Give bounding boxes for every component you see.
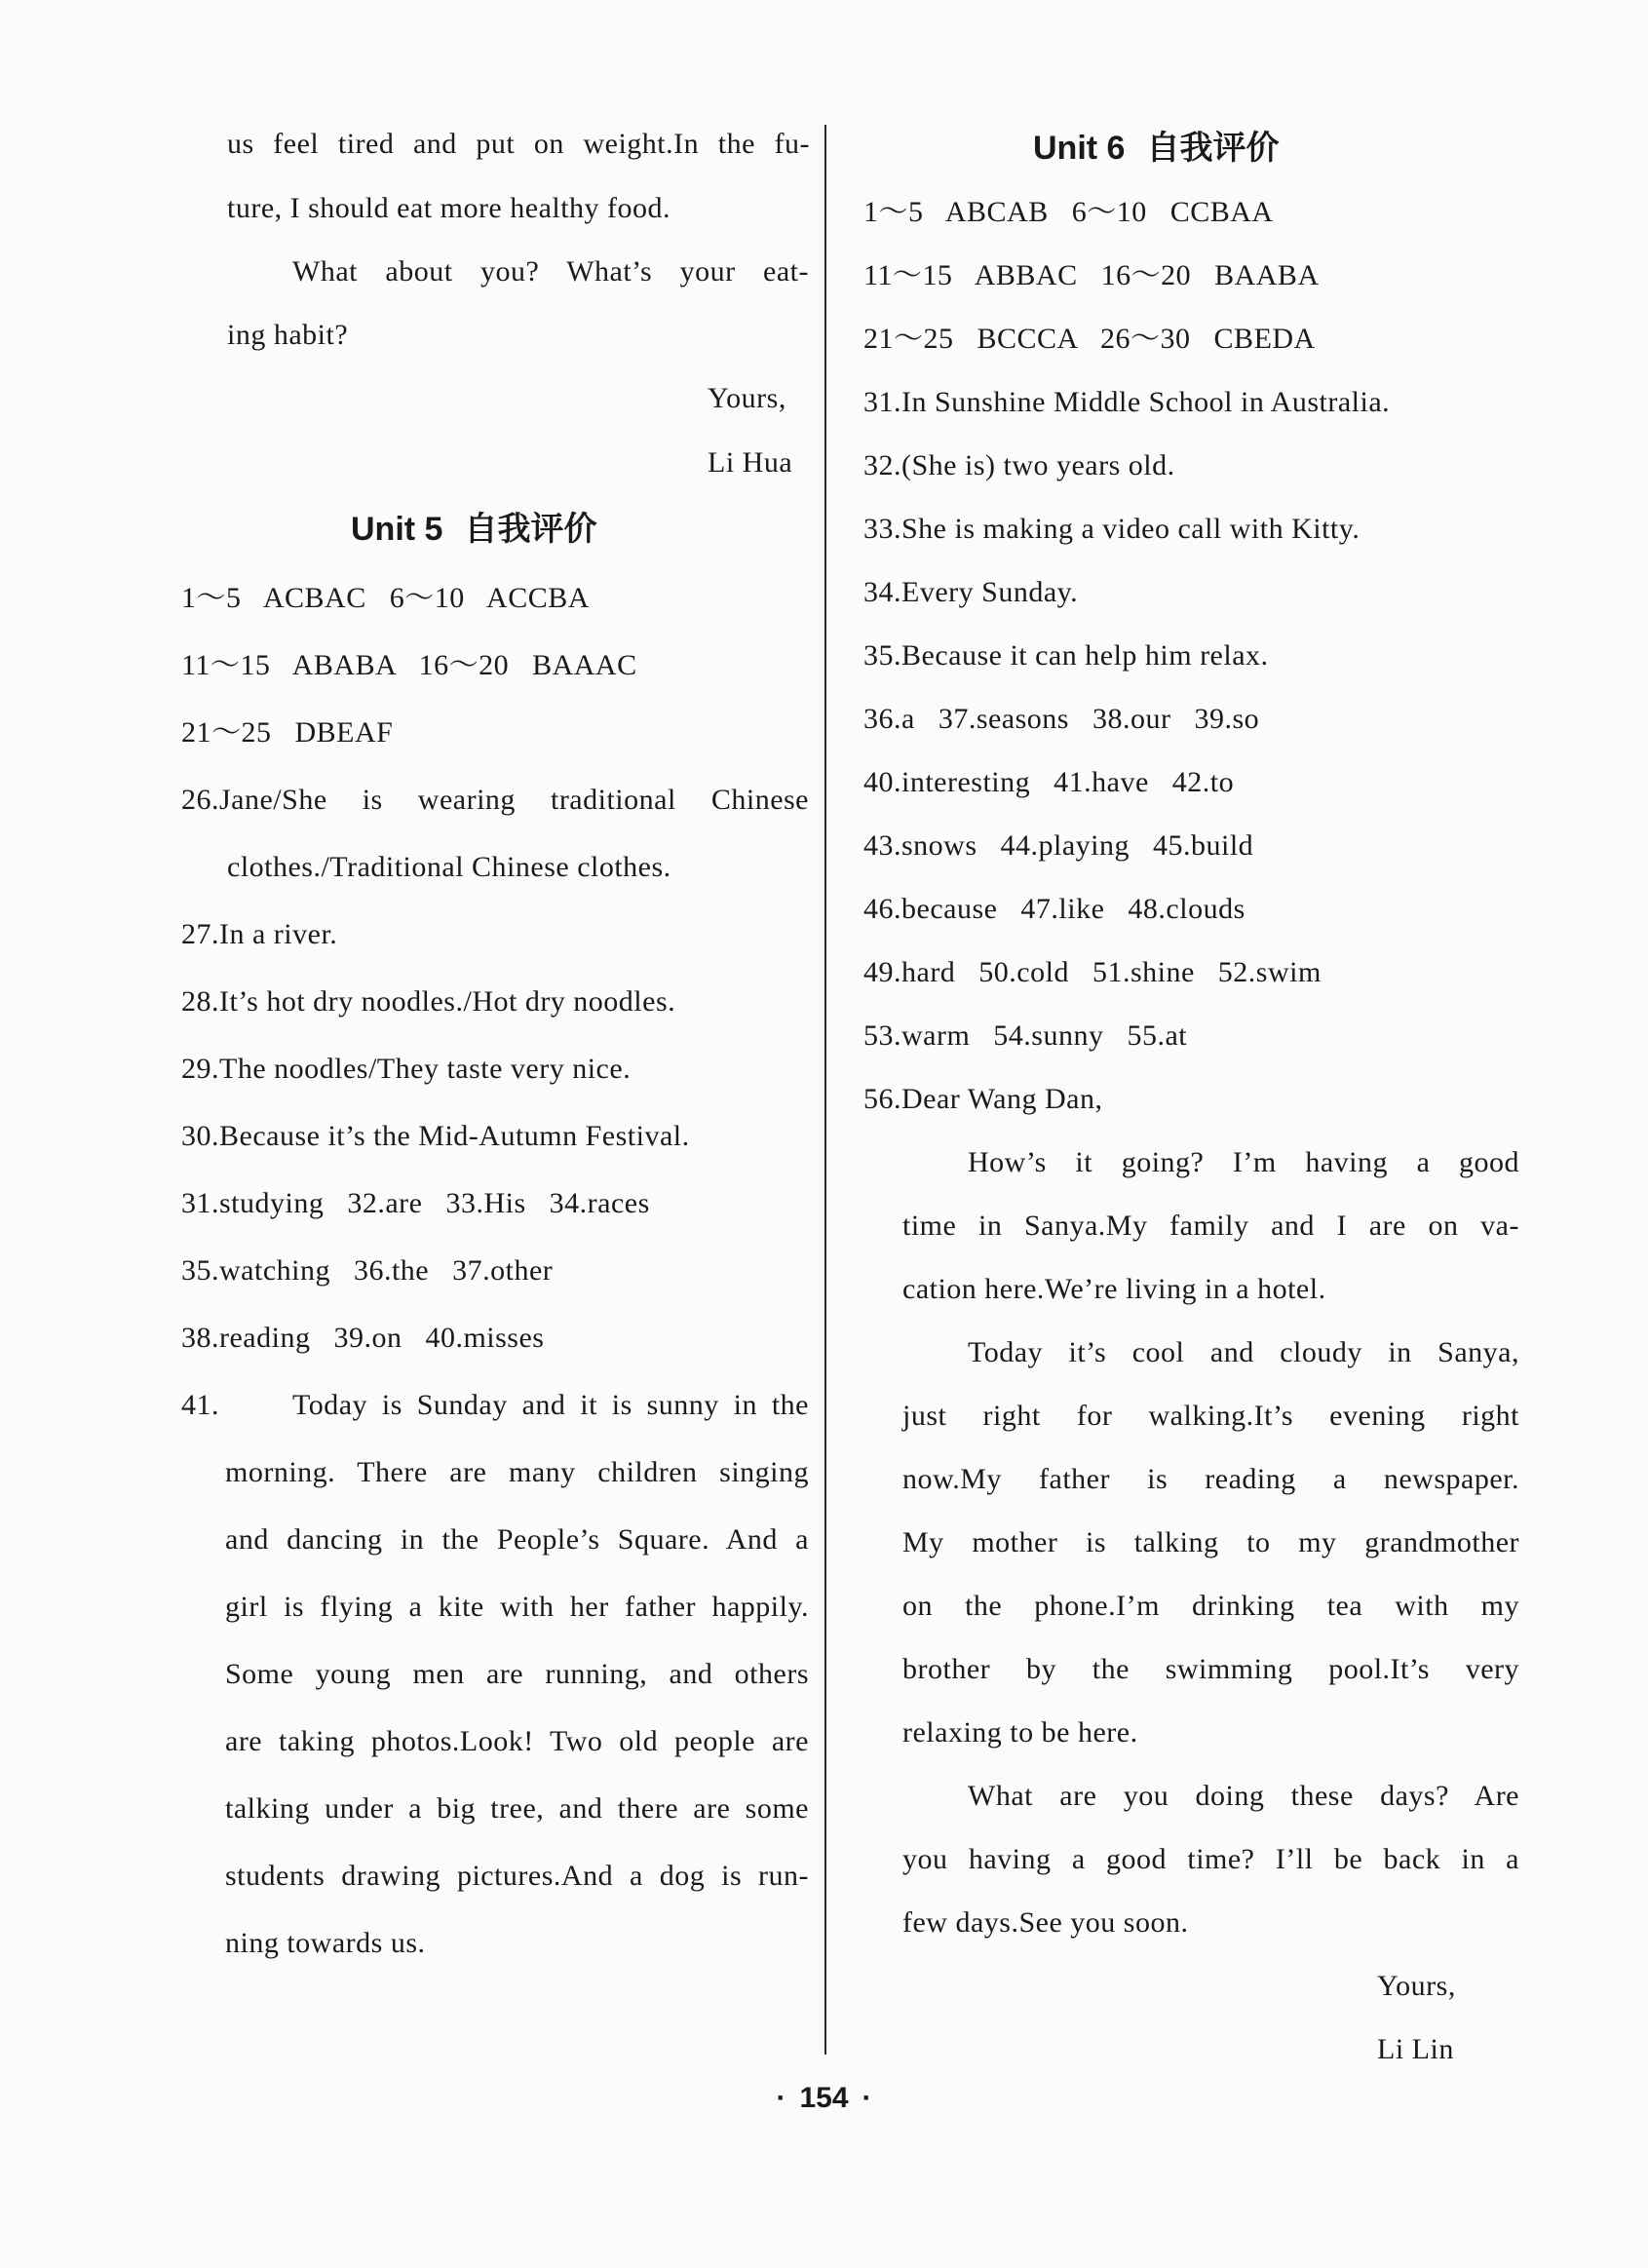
essay-line: ning towards us.: [225, 1927, 426, 1959]
letter-closing: Yours,: [1377, 1970, 1456, 2002]
page-number-dot: ·: [862, 2082, 872, 2114]
letter-line: on the phone.I’m drinking tea with my: [902, 1590, 1519, 1622]
answer-line: 31.studying 32.are 33.His 34.races: [181, 1187, 650, 1219]
answer-line: 35.Because it can help him relax.: [863, 639, 1269, 672]
letter-line: What are you doing these days? Are: [968, 1780, 1519, 1812]
unit6-subtitle: 自我评价: [1146, 130, 1280, 167]
letter-signature: Li Hua: [708, 446, 793, 479]
answer-line: 29.The noodles/They taste very nice.: [181, 1053, 632, 1085]
essay-line: girl is flying a kite with her father happily.: [225, 1591, 809, 1623]
unit5-title: Unit 5: [351, 511, 443, 548]
essay-line: morning. There are many children singing: [225, 1456, 809, 1488]
letter-line: cation here.We’re living in a hotel.: [902, 1273, 1326, 1305]
letter-line: few days.See you soon.: [902, 1906, 1189, 1939]
essay-line: talking under a big tree, and there are some: [225, 1792, 809, 1825]
essay-line: students drawing pictures.And a dog is run-: [225, 1860, 809, 1892]
page-number-dot: ·: [776, 2082, 786, 2114]
letter-line: now.My father is reading a newspaper.: [902, 1463, 1519, 1495]
answer-line: 49.hard 50.cold 51.shine 52.swim: [863, 956, 1322, 988]
answer-line: 26.Jane/She is wearing traditional Chinese: [181, 784, 809, 816]
essay-line: are taking photos.Look! Two old people are: [225, 1725, 809, 1757]
answer-line: 53.warm 54.sunny 55.at: [863, 1019, 1188, 1052]
column-divider: [824, 125, 826, 2055]
page-number-value: 154: [799, 2082, 849, 2114]
letter-line: How’s it going? I’m having a good: [968, 1146, 1519, 1178]
answer-line: 56.Dear Wang Dan,: [863, 1083, 1103, 1115]
letter-line: you having a good time? I’ll be back in a: [902, 1843, 1519, 1875]
unit6-heading: [1033, 127, 1279, 170]
answer-line: 32.(She is) two years old.: [863, 449, 1175, 481]
letter-line: ture, I should eat more healthy food.: [227, 192, 671, 224]
letter-line: ing habit?: [227, 319, 349, 351]
answer-line: 35.watching 36.the 37.other: [181, 1254, 554, 1287]
answer-line: 33.She is making a video call with Kitty.: [863, 513, 1361, 545]
letter-line: just right for walking.It’s evening right: [902, 1400, 1519, 1432]
answer-line: 28.It’s hot dry noodles./Hot dry noodles.: [181, 985, 676, 1018]
answer-line: 11～15 ABBAC 16～20 BAABA: [863, 259, 1320, 291]
answer-line: 21～25 BCCCA 26～30 CBEDA: [863, 323, 1316, 355]
answer-line: 38.reading 39.on 40.misses: [181, 1322, 545, 1354]
letter-line: What about you? What’s your eat-: [292, 255, 809, 288]
answer-line: clothes./Traditional Chinese clothes.: [227, 851, 671, 883]
answer-line: 40.interesting 41.have 42.to: [863, 766, 1235, 798]
unit5-heading: [351, 508, 596, 551]
letter-line: brother by the swimming pool.It’s very: [902, 1653, 1519, 1685]
letter-line: Today it’s cool and cloudy in Sanya,: [968, 1336, 1519, 1368]
unit5-subtitle: 自我评价: [464, 511, 597, 548]
letter-line: My mother is talking to my grandmother: [902, 1526, 1519, 1558]
unit6-title: Unit 6: [1033, 130, 1126, 167]
answer-line: 1～5 ACBAC 6～10 ACCBA: [181, 582, 590, 614]
answer-line: 31.In Sunshine Middle School in Australia.: [863, 386, 1391, 418]
answer-line: 1～5 ABCAB 6～10 CCBAA: [863, 196, 1274, 228]
page-number: [0, 2079, 1648, 2118]
letter-line: time in Sanya.My family and I are on va-: [902, 1210, 1519, 1242]
letter-signature: Li Lin: [1377, 2033, 1454, 2065]
letter-line: relaxing to be here.: [902, 1716, 1138, 1749]
letter-line: us feel tired and put on weight.In the fu-: [227, 128, 810, 160]
answer-line: 27.In a river.: [181, 918, 338, 950]
answer-line: 21～25 DBEAF: [181, 716, 394, 749]
answer-line: 11～15 ABABA 16～20 BAAAC: [181, 649, 637, 681]
essay-line: and dancing in the People’s Square. And a: [225, 1523, 809, 1556]
essay-line: Today is Sunday and it is sunny in the: [292, 1389, 809, 1421]
essay-line: Some young men are running, and others: [225, 1658, 809, 1690]
answer-line: 34.Every Sunday.: [863, 576, 1079, 608]
answer-line: 30.Because it’s the Mid-Autumn Festival.: [181, 1120, 690, 1152]
answer-line: 43.snows 44.playing 45.build: [863, 829, 1254, 862]
answer-line: 36.a 37.seasons 38.our 39.so: [863, 703, 1260, 735]
essay-number: 41.: [181, 1389, 219, 1421]
letter-closing: Yours,: [708, 382, 786, 414]
answer-line: 46.because 47.like 48.clouds: [863, 893, 1246, 925]
